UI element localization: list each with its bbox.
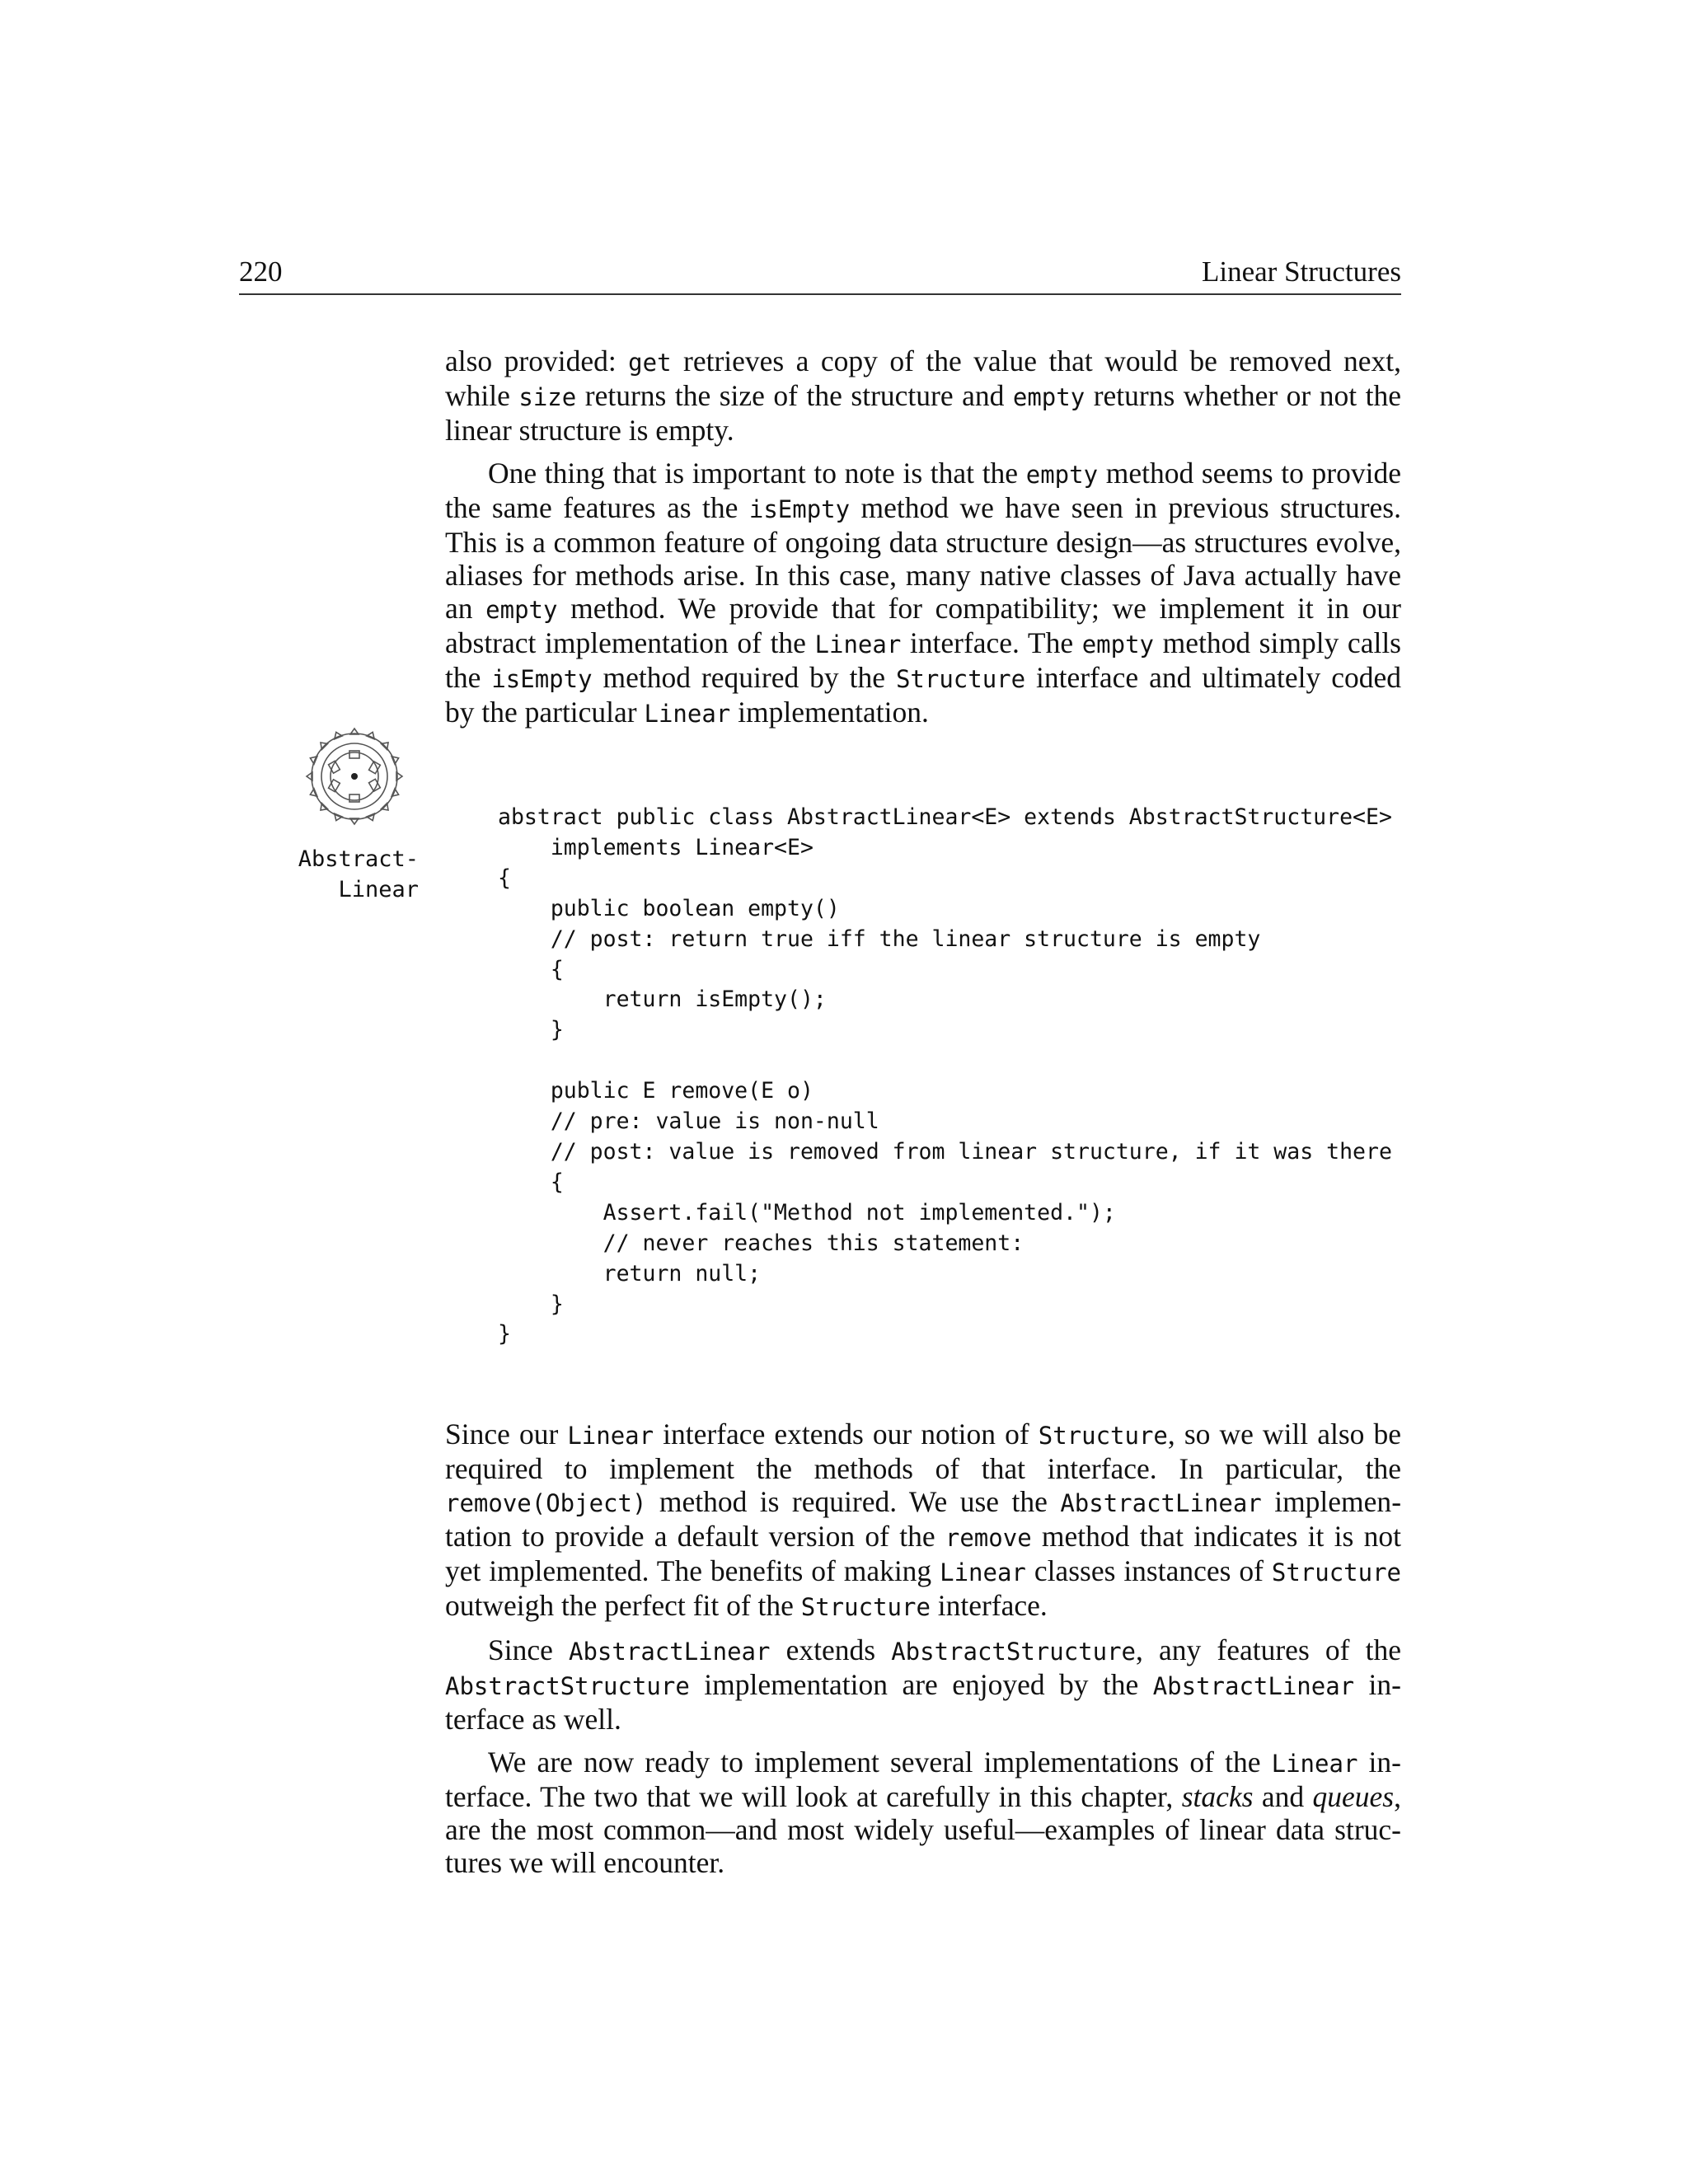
nested-circles-gear-icon bbox=[303, 725, 406, 827]
paragraph-2: One thing that is important to note is that the empty method seems to provide the same features as the isEmpty method we have seen in previous structures. This is a common feature of ongoing data structure design—as structures evolve, aliases for methods arise. In this case, many native classes of Java actually have an empty method. We provide that for compatibility; we implement it in our abstract implementation of the Linear interface. The empty method simply calls the isEmpty method required by the Structure interface and ultimately coded by the particular Linear implementation. bbox=[445, 457, 1402, 729]
margin-label-line2: Linear bbox=[338, 877, 419, 902]
chapter-title: Linear Structures bbox=[1202, 255, 1401, 288]
text-block-top bbox=[445, 344, 1401, 740]
code-line: { bbox=[498, 956, 564, 982]
paragraph-5: We are now ready to implement several implementations of the Linear interface. The two that we will look at carefully in this chapter, stacks and queues, are the most common—and most widely useful—examples of linear data structures we will encounter. bbox=[445, 1746, 1401, 1879]
code-line: Assert.fail("Method not implemented."); bbox=[498, 1199, 1116, 1226]
code-listing bbox=[498, 803, 1404, 1350]
code-line: public E remove(E o) bbox=[498, 1078, 814, 1104]
code-line: return isEmpty(); bbox=[498, 987, 827, 1013]
running-header bbox=[239, 254, 1401, 295]
code-line: { bbox=[498, 1169, 564, 1195]
text-block-bottom bbox=[445, 1418, 1401, 1889]
paragraph-1: also provided: get retrieves a copy of the value that would be removed next, while size returns the size of the structure and empty returns whether or not the linear structure is empty. bbox=[445, 344, 1401, 447]
code-line: return null; bbox=[498, 1260, 762, 1286]
margin-label-line1: Abstract- bbox=[298, 846, 419, 872]
code-line: // never reaches this statement: bbox=[498, 1230, 1025, 1256]
page-number: 220 bbox=[239, 255, 283, 288]
code-line: { bbox=[498, 865, 511, 891]
code-line: // pre: value is non-null bbox=[498, 1108, 879, 1135]
code-line: abstract public class AbstractLinear<E> extends AbstractStructure<E> bbox=[498, 804, 1392, 830]
margin-label bbox=[247, 844, 419, 905]
code-line: implements Linear<E> bbox=[498, 834, 814, 860]
paragraph-3: Since our Linear interface extends our notion of Structure, so we will also be required to implement the methods of that interface. In particular, the remove(Object) method is required. We use the AbstractLinear implementation to provide a default version of the remove method that indicates it is not yet implemented. The benefits of making Linear classes instances of Structure outweigh the perfect fit of the Structure interface. bbox=[445, 1418, 1402, 1622]
code-line-blank bbox=[498, 1046, 1404, 1076]
paragraph-4: Since AbstractLinear extends AbstractStructure, any features of the AbstractStructure implementation are enjoyed by the AbstractLinear interface as well. bbox=[445, 1633, 1401, 1736]
margin-icon-graphic bbox=[303, 725, 406, 827]
code-line: } bbox=[498, 1291, 564, 1317]
code-line: } bbox=[498, 1321, 511, 1347]
code-line: public boolean empty() bbox=[498, 895, 840, 921]
code-line: } bbox=[498, 1017, 564, 1043]
code-line: // post: value is removed from linear structure, if it was there bbox=[498, 1138, 1392, 1165]
code-line: // post: return true iff the linear structure is empty bbox=[498, 926, 1261, 952]
